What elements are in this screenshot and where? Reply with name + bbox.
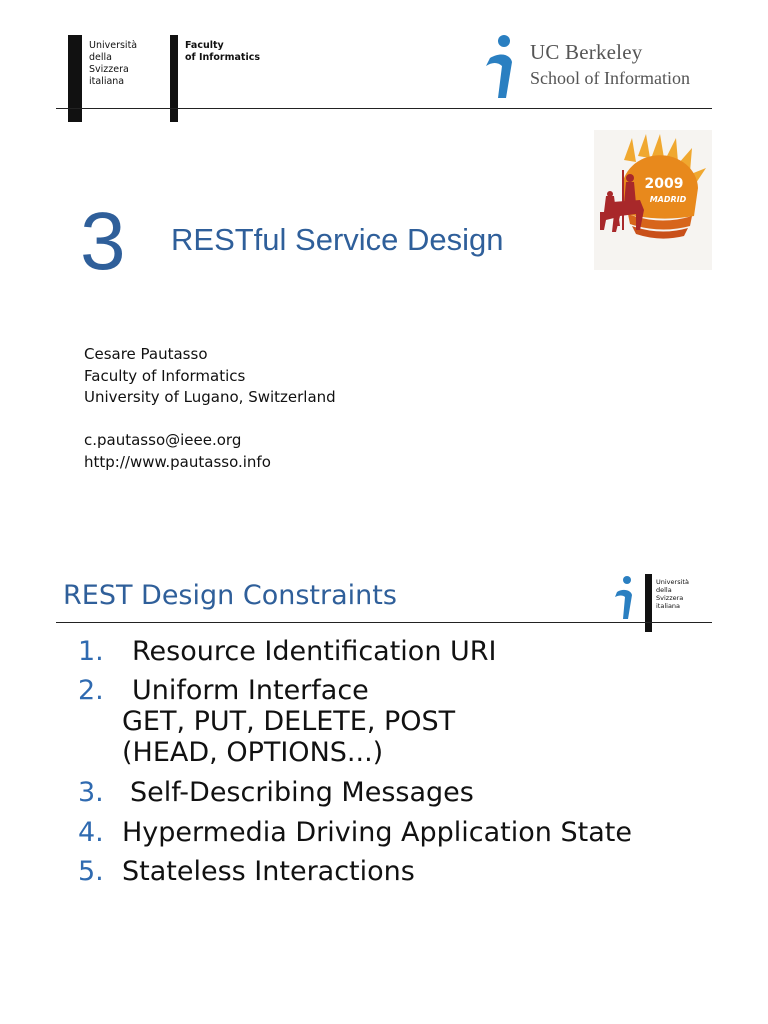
author-faculty: Faculty of Informatics xyxy=(84,366,246,385)
header-divider xyxy=(56,108,712,109)
conference-logo xyxy=(594,130,712,270)
list-number: 4. xyxy=(78,817,104,848)
section-title: REST Design Constraints xyxy=(63,580,397,611)
usi-logo-text xyxy=(89,40,137,88)
usi-logo-line: Svizzera xyxy=(89,64,129,75)
ucb-figure-icon xyxy=(482,32,522,100)
badge-city: MADRID xyxy=(649,195,687,204)
list-item: Uniform Interface xyxy=(132,675,369,706)
ucb-name: UC Berkeley xyxy=(530,40,643,64)
list-number: 2. xyxy=(78,675,104,706)
list-subitem: (HEAD, OPTIONS...) xyxy=(122,737,384,768)
list-item: Stateless Interactions xyxy=(122,856,415,887)
list-item: Hypermedia Driving Application State xyxy=(122,817,632,848)
slide-title: RESTful Service Design xyxy=(171,222,504,257)
list-number: 3. xyxy=(78,777,104,808)
author-university: University of Lugano, Switzerland xyxy=(84,388,336,406)
ucb-school: School of Information xyxy=(530,68,690,88)
usi-small-line: italiana xyxy=(656,602,681,610)
usi-small-line: della xyxy=(656,586,672,594)
faculty-line: Faculty xyxy=(185,40,224,51)
faculty-label xyxy=(185,40,260,64)
usi-small-bar xyxy=(645,574,652,632)
author-email: c.pautasso@ieee.org xyxy=(84,431,242,449)
author-name: Cesare Pautasso xyxy=(84,345,208,363)
usi-logo-line: italiana xyxy=(89,76,125,87)
usi-small-line: Svizzera xyxy=(656,594,684,602)
section-number: 3 xyxy=(80,196,126,287)
usi-figure-icon xyxy=(613,574,637,620)
usi-small-text xyxy=(656,578,689,610)
usi-small-line: Università xyxy=(656,578,689,586)
author-website: http://www.pautasso.info xyxy=(84,452,271,471)
list-item: Resource Identification URI xyxy=(132,636,497,667)
list-subitem: GET, PUT, DELETE, POST xyxy=(122,706,456,737)
section-divider xyxy=(56,622,712,623)
badge-year: 2009 xyxy=(644,176,684,192)
list-number: 5. xyxy=(78,856,104,887)
usi-logo-line: Università xyxy=(89,40,138,51)
usi-logo-line: della xyxy=(89,52,112,63)
author-spacer xyxy=(84,409,336,431)
faculty-line: of Informatics xyxy=(185,52,261,63)
list-item: Self-Describing Messages xyxy=(130,777,474,808)
list-number: 1. xyxy=(78,636,104,667)
author-block xyxy=(84,344,336,473)
